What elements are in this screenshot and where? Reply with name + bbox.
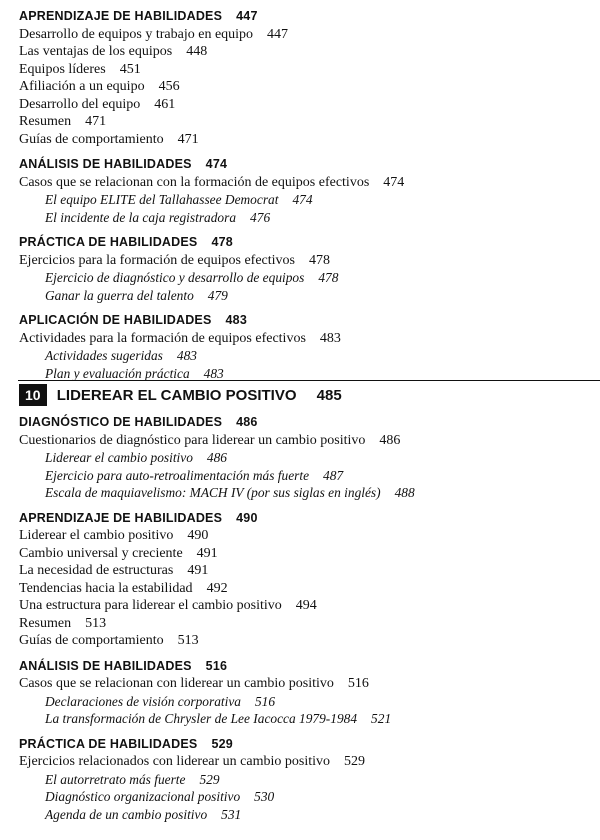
entry-title: Equipos líderes bbox=[19, 61, 106, 77]
section-heading-page: 516 bbox=[205, 658, 228, 673]
chapter-heading bbox=[19, 384, 342, 406]
entry-title: Ejercicios relacionados con liderear un cambio positivo bbox=[19, 754, 331, 769]
section-heading-text: DIAGNÓSTICO DE HABILIDADES bbox=[19, 415, 223, 429]
entry-title: Cambio universal y creciente bbox=[19, 545, 183, 561]
toc-subentry[interactable] bbox=[0, 269, 600, 287]
toc-entry[interactable] bbox=[0, 527, 600, 545]
toc-entry[interactable] bbox=[0, 26, 600, 44]
toc-entry[interactable] bbox=[0, 753, 600, 771]
section-heading bbox=[0, 736, 600, 754]
entry-page-number: 474 bbox=[292, 192, 313, 207]
entry-title: Desarrollo de equipos y trabajo en equipo bbox=[19, 26, 254, 42]
entry-page-number: 479 bbox=[207, 287, 228, 303]
section-heading bbox=[0, 156, 600, 174]
entry-title: Cuestionarios de diagnóstico para liderear un cambio positivo bbox=[19, 432, 366, 448]
toc-entry[interactable] bbox=[0, 562, 600, 580]
section-heading-text: ANÁLISIS DE HABILIDADES bbox=[19, 658, 192, 673]
chapter-page: 485 bbox=[316, 387, 342, 404]
entry-title: Declaraciones de visión corporativa bbox=[45, 693, 241, 709]
entry-page-number: 491 bbox=[187, 563, 209, 578]
toc-section bbox=[0, 658, 600, 728]
entry-page-number: 478 bbox=[318, 270, 339, 285]
toc-section bbox=[0, 156, 600, 226]
entry-title: Liderear el cambio positivo bbox=[19, 528, 174, 543]
entry-title: Tendencias hacia la estabilidad bbox=[19, 580, 193, 596]
entry-page-number: 447 bbox=[267, 26, 289, 42]
section-heading bbox=[0, 8, 600, 26]
section-heading-page: 529 bbox=[211, 736, 233, 751]
entry-page-number: 474 bbox=[383, 174, 405, 190]
toc-subentry[interactable] bbox=[0, 710, 600, 728]
toc-entry[interactable] bbox=[0, 580, 600, 598]
entry-page-number: 478 bbox=[309, 252, 330, 268]
entry-title: Resumen bbox=[19, 615, 72, 631]
toc-subentry[interactable] bbox=[0, 191, 600, 209]
toc-entry[interactable] bbox=[0, 174, 600, 192]
toc-section bbox=[0, 736, 600, 824]
chapter-divider bbox=[18, 380, 600, 381]
toc-subentry[interactable] bbox=[0, 287, 600, 305]
entry-page-number: 451 bbox=[119, 61, 141, 77]
entry-title: La transformación de Chrysler de Lee Iacocca 1979-1984 bbox=[45, 711, 358, 726]
toc-entry[interactable] bbox=[0, 432, 600, 450]
toc-entry[interactable] bbox=[0, 61, 600, 79]
entry-title: Las ventajas de los equipos bbox=[19, 44, 173, 59]
toc-subentry[interactable] bbox=[0, 467, 600, 485]
chapter-title: LIDEREAR EL CAMBIO POSITIVO bbox=[56, 387, 297, 404]
entry-page-number: 530 bbox=[254, 789, 275, 804]
entry-page-number: 476 bbox=[250, 209, 271, 225]
toc-sections-bottom bbox=[0, 414, 600, 823]
entry-page-number: 488 bbox=[394, 485, 415, 500]
entry-page-number: 529 bbox=[344, 754, 366, 769]
toc-entry[interactable] bbox=[0, 96, 600, 114]
toc-section bbox=[0, 234, 600, 304]
entry-title: Casos que se relacionan con liderear un cambio positivo bbox=[19, 676, 334, 691]
entry-page-number: 483 bbox=[176, 348, 197, 363]
toc-entry[interactable] bbox=[0, 78, 600, 96]
entry-title: Desarrollo del equipo bbox=[19, 96, 141, 112]
entry-page-number: 456 bbox=[158, 79, 180, 94]
section-heading-page: 483 bbox=[225, 313, 247, 327]
entry-title: Liderear el cambio positivo bbox=[45, 450, 193, 465]
toc-entry[interactable] bbox=[0, 252, 600, 270]
entry-page-number: 513 bbox=[177, 633, 199, 648]
entry-title: El autorretrato más fuerte bbox=[45, 771, 186, 787]
section-heading-page: 478 bbox=[211, 235, 233, 249]
entry-page-number: 531 bbox=[221, 806, 242, 822]
entry-title: Resumen bbox=[19, 114, 72, 129]
toc-subentry[interactable] bbox=[0, 484, 600, 502]
toc-subentry[interactable] bbox=[0, 788, 600, 806]
chapter-number: 10 bbox=[19, 384, 47, 406]
section-heading-text: PRÁCTICA DE HABILIDADES bbox=[19, 736, 198, 751]
entry-page-number: 490 bbox=[187, 528, 209, 543]
entry-title: Ganar la guerra del talento bbox=[45, 287, 194, 303]
section-heading-page: 490 bbox=[236, 510, 258, 525]
entry-page-number: 461 bbox=[154, 96, 176, 112]
section-heading-text: APRENDIZAJE DE HABILIDADES bbox=[19, 510, 223, 525]
toc-entry[interactable] bbox=[0, 131, 600, 149]
toc-subentry[interactable] bbox=[0, 806, 600, 824]
toc-entry[interactable] bbox=[0, 545, 600, 563]
toc-section bbox=[0, 414, 600, 502]
entry-page-number: 521 bbox=[371, 711, 392, 726]
toc-entry[interactable] bbox=[0, 43, 600, 61]
section-heading-page: 447 bbox=[236, 9, 258, 23]
section-heading-page: 474 bbox=[205, 157, 228, 171]
entry-page-number: 529 bbox=[199, 771, 220, 787]
entry-title: Diagnóstico organizacional positivo bbox=[45, 789, 241, 804]
section-heading-text: APRENDIZAJE DE HABILIDADES bbox=[19, 9, 223, 23]
toc-entry[interactable] bbox=[0, 632, 600, 650]
entry-title: Guías de comportamiento bbox=[19, 131, 164, 147]
entry-page-number: 486 bbox=[206, 450, 227, 465]
entry-title: El incidente de la caja registradora bbox=[45, 209, 237, 225]
toc-subentry[interactable] bbox=[0, 693, 600, 711]
toc-entry[interactable] bbox=[0, 597, 600, 615]
toc-subentry[interactable] bbox=[0, 449, 600, 467]
toc-entry[interactable] bbox=[0, 675, 600, 693]
entry-page-number: 471 bbox=[177, 131, 199, 147]
section-heading-text: ANÁLISIS DE HABILIDADES bbox=[19, 157, 192, 171]
section-heading bbox=[0, 234, 600, 252]
toc-section bbox=[0, 8, 600, 148]
entry-title: Actividades sugeridas bbox=[45, 348, 163, 363]
section-heading bbox=[0, 414, 600, 432]
entry-page-number: 483 bbox=[203, 365, 224, 381]
section-heading-page: 486 bbox=[236, 415, 258, 429]
entry-title: Casos que se relacionan con la formación de equipos efectivos bbox=[19, 174, 370, 190]
entry-title: Ejercicio de diagnóstico y desarrollo de equipos bbox=[45, 270, 305, 285]
entry-page-number: 486 bbox=[379, 432, 401, 448]
entry-title: Actividades para la formación de equipos efectivos bbox=[19, 330, 306, 346]
section-heading-text: PRÁCTICA DE HABILIDADES bbox=[19, 235, 198, 249]
entry-page-number: 487 bbox=[323, 467, 344, 483]
section-heading bbox=[0, 312, 600, 330]
entry-title: Escala de maquiavelismo: MACH IV (por sus siglas en inglés) bbox=[45, 485, 381, 500]
toc-section bbox=[0, 312, 600, 382]
entry-title: El equipo ELITE del Tallahassee Democrat bbox=[45, 192, 279, 207]
entry-page-number: 483 bbox=[319, 330, 341, 346]
entry-title: Ejercicios para la formación de equipos efectivos bbox=[19, 252, 295, 268]
entry-page-number: 471 bbox=[85, 114, 107, 129]
entry-title: Agenda de un cambio positivo bbox=[45, 806, 208, 822]
entry-title: Guías de comportamiento bbox=[19, 633, 164, 648]
entry-page-number: 494 bbox=[295, 598, 317, 613]
entry-page-number: 516 bbox=[254, 693, 276, 709]
toc-entry[interactable] bbox=[0, 113, 600, 131]
entry-title: Una estructura para liderear el cambio positivo bbox=[19, 598, 282, 613]
toc-entry[interactable] bbox=[0, 615, 600, 633]
toc-subentry[interactable] bbox=[0, 771, 600, 789]
entry-page-number: 516 bbox=[347, 676, 369, 691]
toc-subentry[interactable] bbox=[0, 209, 600, 227]
toc-section bbox=[0, 510, 600, 650]
entry-title: La necesidad de estructuras bbox=[19, 563, 174, 578]
entry-title: Afiliación a un equipo bbox=[19, 79, 145, 94]
entry-page-number: 492 bbox=[206, 580, 228, 596]
section-heading bbox=[0, 658, 600, 676]
entry-title: Plan y evaluación práctica bbox=[45, 365, 190, 381]
section-heading-text: APLICACIÓN DE HABILIDADES bbox=[19, 313, 212, 327]
entry-page-number: 491 bbox=[196, 545, 218, 561]
entry-page-number: 448 bbox=[186, 44, 208, 59]
entry-title: Ejercicio para auto-retroalimentación más fuerte bbox=[45, 467, 310, 483]
toc-sections-top bbox=[0, 8, 600, 382]
entry-page-number: 513 bbox=[85, 615, 107, 631]
toc-subentry[interactable] bbox=[0, 347, 600, 365]
section-heading bbox=[0, 510, 600, 528]
toc-entry[interactable] bbox=[0, 330, 600, 348]
